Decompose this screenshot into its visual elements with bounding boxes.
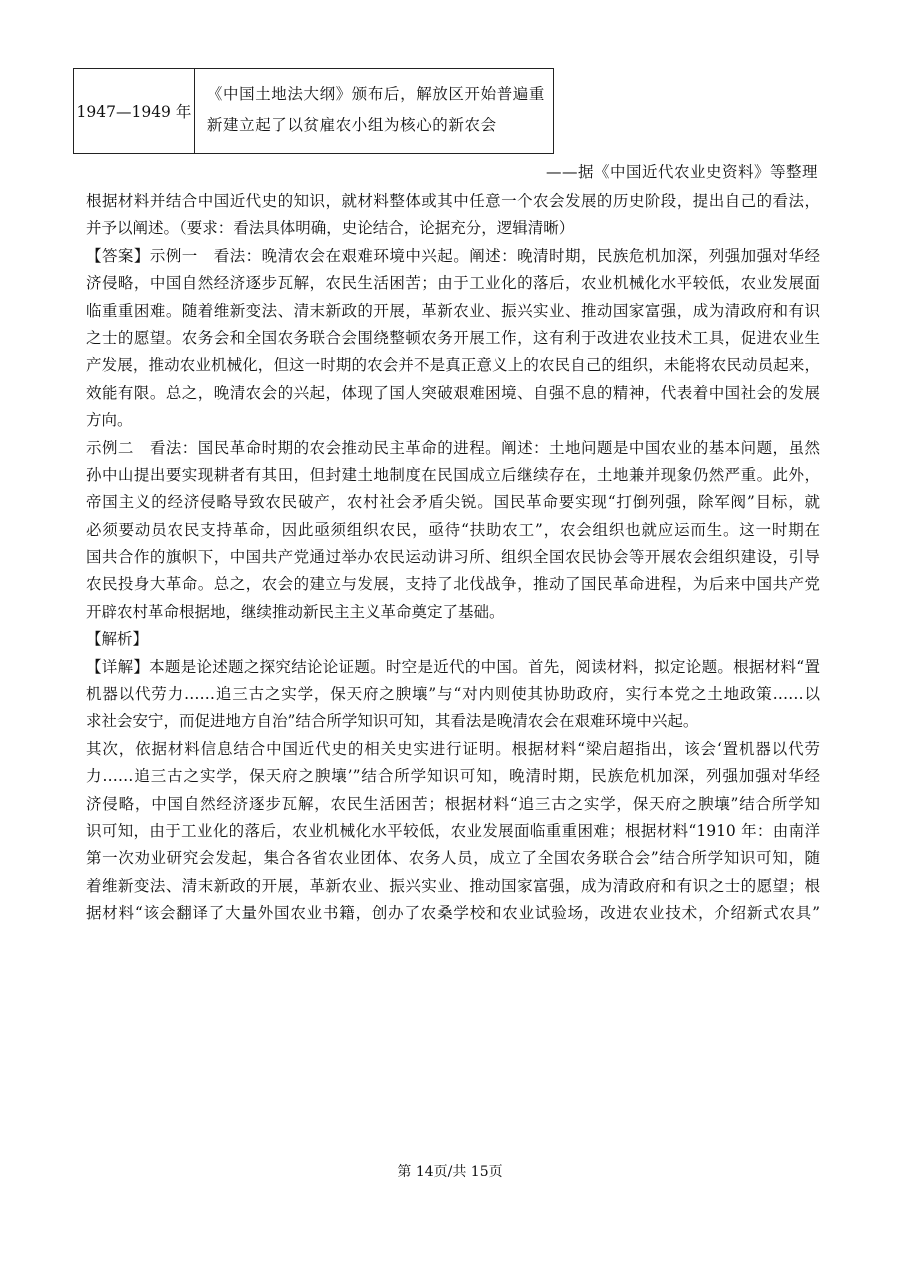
source-citation: ——据《中国近代农业史资料》等整理 [545, 163, 818, 181]
text-line: 必须要动员农民支持革命，因此亟须组织农民，亟待“扶助农工”，农会组织也就应运而生。这一时期在 [86, 520, 820, 539]
text-line: 济侵略，中国自然经济逐步瓦解，农民生活困苦；由于工业化的落后，农业机械化水平较低，农业发展面 [86, 274, 820, 293]
text-line: 孙中山提出要实现耕者有其田，但封建土地制度在民国成立后继续存在，土地兼并现象仍然严重。此外， [86, 465, 820, 484]
text-line: 根据材料并结合中国近代史的知识，就材料整体或其中任意一个农会发展的历史阶段，提出自己的看法， [86, 192, 820, 210]
text-line: 求社会安宁，而促进地方自治”结合所学知识可知，其看法是晚清农会在艰难环境中兴起。 [86, 712, 699, 731]
description-cell [195, 69, 553, 153]
history-table [73, 68, 554, 154]
text-line: 国共合作的旗帜下，中国共产党通过举办农民运动讲习所、组织全国农民协会等开展农会组织建设，引导 [86, 548, 820, 567]
text-line: 帝国主义的经济侵略导致农民破产，农村社会矛盾尖锐。国民革命要实现“打倒列强，除军阀”目标，就 [86, 493, 820, 512]
description-line: 《中国土地法大纲》颁布后，解放区开始普遍重 [206, 85, 545, 103]
text-line: 着维新变法、清末新政的开展，革新农业、振兴实业、推动国家富强，成为清政府和有识之士的愿望；根 [86, 876, 820, 895]
description-line: 新建立起了以贫雇农小组为核心的新农会 [206, 116, 497, 134]
text-line: 【答案】示例一 看法：晚清农会在艰难环境中兴起。阐述：晚清时期，民族危机加深，列强加强对华经 [86, 246, 820, 265]
text-line: 第一次劝业研究会发起，集合各省农业团体、农务人员，成立了全国农务联合会”结合所学知识可知，随 [86, 849, 820, 868]
text-line: 之士的愿望。农务会和全国农务联合会围绕整顿农务开展工作，这有利于改进农业技术工具，促进农业生 [86, 328, 820, 347]
text-line: 示例二 看法：国民革命时期的农会推动民主革命的进程。阐述：土地问题是中国农业的基本问题，虽然 [86, 438, 820, 457]
answer-body [86, 188, 820, 928]
text-line: 并予以阐述。（要求：看法具体明确，史论结合，论据充分，逻辑清晰） [86, 219, 575, 238]
text-line: 农民投身大革命。总之，农会的建立与发展，支持了北伐战争，推动了国民革命进程，为后来中国共产党 [86, 575, 820, 594]
text-line: 济侵略，中国自然经济逐步瓦解，农民生活困苦；根据材料“追三古之实学，保天府之腴壤”结合所学知 [86, 794, 820, 813]
text-line: 力……追三古之实学，保天府之腴壤’”结合所学知识可知，晚清时期，民族危机加深，列强加强对华经 [86, 767, 820, 786]
text-line: 据材料“该会翻译了大量外国农业书籍，创办了农桑学校和农业试验场，改进农业技术，介绍新式农具” [86, 904, 820, 923]
text-line: 【详解】本题是论述题之探究结论论证题。时空是近代的中国。首先，阅读材料，拟定论题。根据材料“置 [86, 657, 820, 676]
text-line: 【解析】 [86, 630, 149, 649]
text-line: 识可知，由于工业化的落后，农业机械化水平较低，农业发展面临重重困难；根据材料“1910 年：由南洋 [86, 821, 820, 840]
text-line: 其次，依据材料信息结合中国近代史的相关史实进行证明。根据材料“梁启超指出，该会‘置机器以代劳 [86, 739, 820, 758]
text-line: 临重重困难。随着维新变法、清末新政的开展，革新农业、振兴实业、推动国家富强，成为清政府和有识 [86, 301, 820, 320]
text-line: 效能有限。总之，晚清农会的兴起，体现了国人突破艰难困境、自强不息的精神，代表着中国社会的发展 [86, 383, 820, 402]
page-footer: 第 14页/共 15页 [397, 1164, 503, 1180]
period-cell: 1947—1949 年 [74, 69, 195, 153]
text-line: 产发展，推动农业机械化，但这一时期的农会并不是真正意义上的农民自己的组织，未能将农民动员起来， [86, 356, 820, 375]
text-line: 机器以代劳力……追三古之实学，保天府之腴壤”与“对内则使其协助政府，实行本党之土地政策……以 [86, 685, 820, 704]
text-line: 方向。 [86, 411, 133, 430]
text-line: 开辟农村革命根据地，继续推动新民主主义革命奠定了基础。 [86, 602, 505, 621]
